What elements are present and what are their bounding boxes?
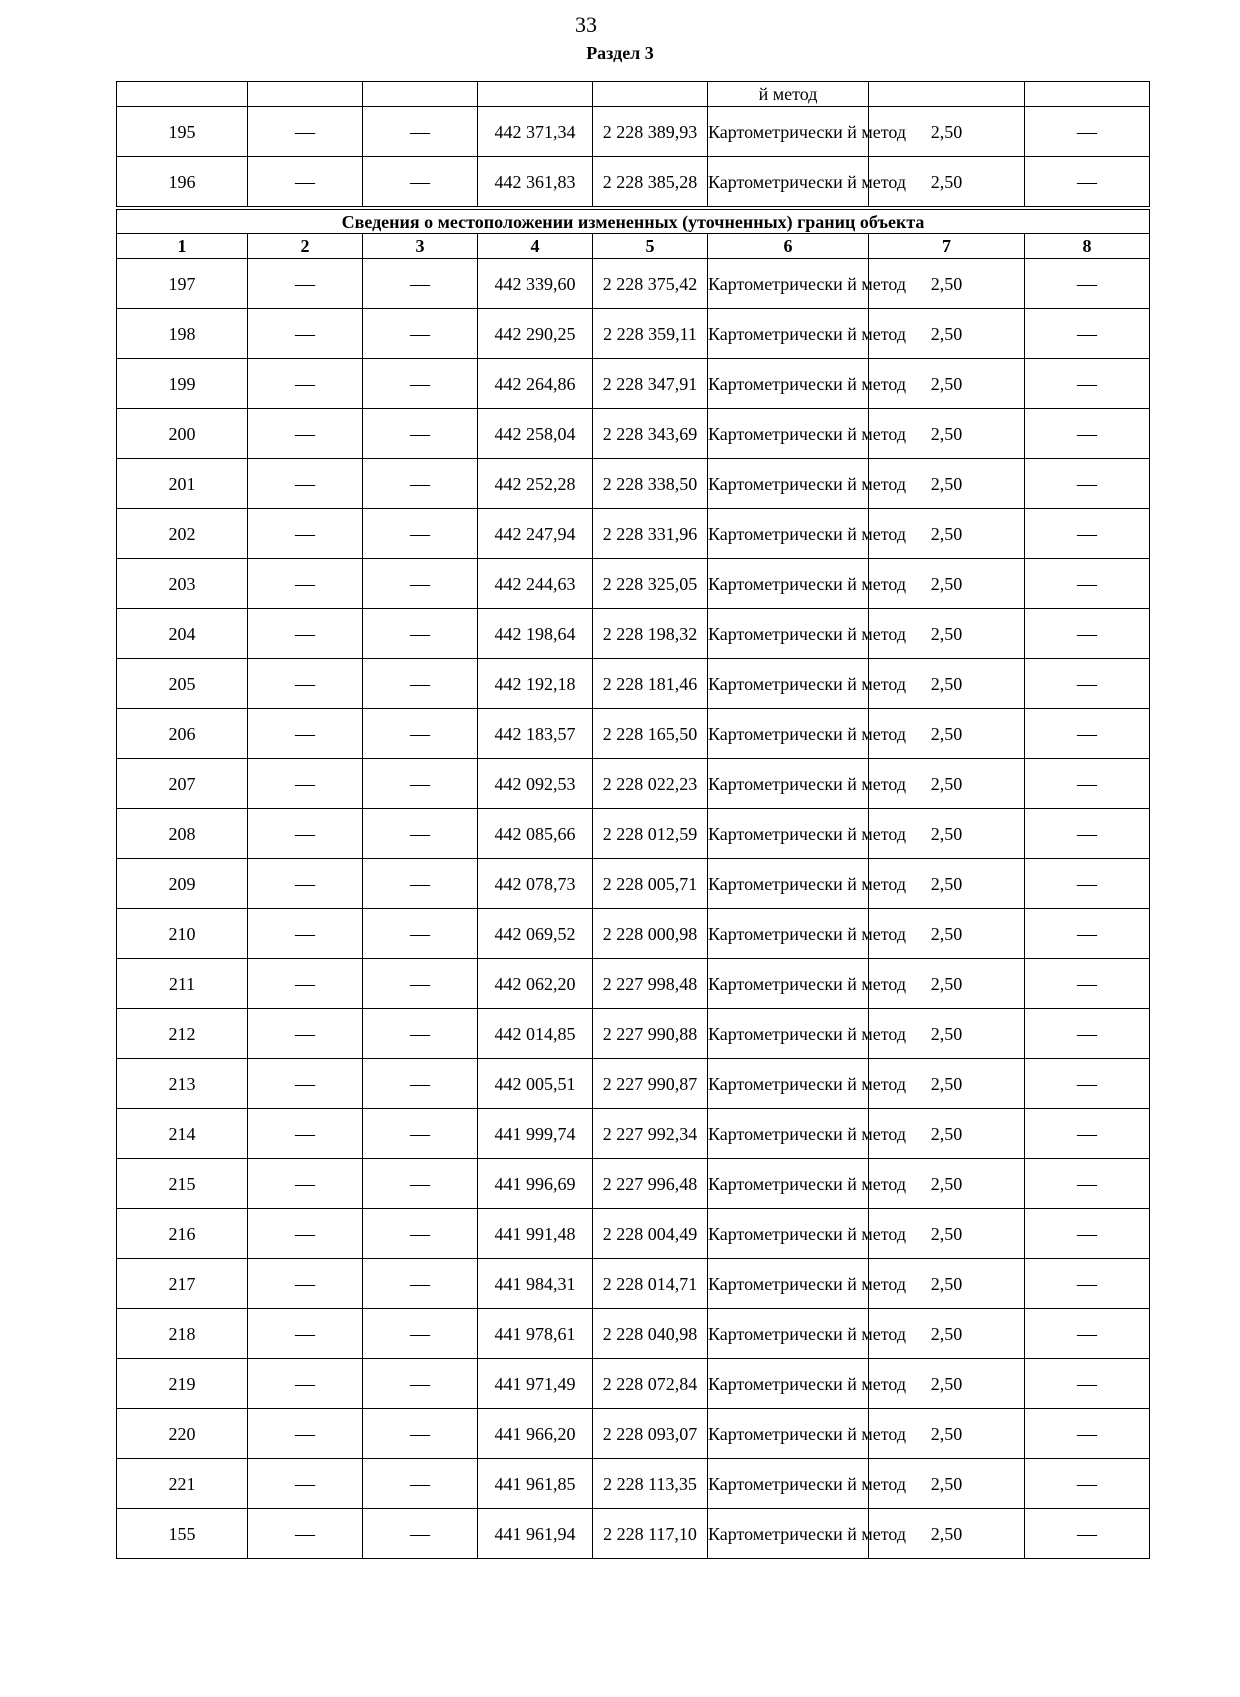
accuracy: 2,50 xyxy=(869,309,1025,359)
table-row xyxy=(117,1109,1150,1159)
accuracy: 2,50 xyxy=(869,1209,1025,1259)
cell-col2: — xyxy=(248,659,363,709)
cell-col8: — xyxy=(1025,459,1150,509)
column-number: 2 xyxy=(248,234,363,259)
method: Картометрически й метод xyxy=(708,107,869,157)
cell-col8: — xyxy=(1025,359,1150,409)
accuracy: 2,50 xyxy=(869,1309,1025,1359)
y-coordinate: 2 228 004,49 xyxy=(593,1209,708,1259)
cell-col2: — xyxy=(248,1459,363,1509)
method: Картометрически й метод xyxy=(708,959,869,1009)
page-number: 33 xyxy=(575,12,597,37)
cell-col2: — xyxy=(248,359,363,409)
x-coordinate: 442 198,64 xyxy=(478,609,593,659)
cell-col3: — xyxy=(363,1159,478,1209)
accuracy: 2,50 xyxy=(869,1509,1025,1559)
method: Картометрически й метод xyxy=(708,1209,869,1259)
cell-col3: — xyxy=(363,559,478,609)
y-coordinate: 2 228 014,71 xyxy=(593,1259,708,1309)
x-coordinate: 442 244,63 xyxy=(478,559,593,609)
point-number: 210 xyxy=(117,909,248,959)
table-row xyxy=(117,1509,1150,1559)
table-row xyxy=(117,709,1150,759)
method: Картометрически й метод xyxy=(708,759,869,809)
method: Картометрически й метод xyxy=(708,1009,869,1059)
accuracy: 2,50 xyxy=(869,1459,1025,1509)
point-number: 212 xyxy=(117,1009,248,1059)
section-title: Раздел 3 xyxy=(586,43,654,63)
point-number: 216 xyxy=(117,1209,248,1259)
cell-col8: — xyxy=(1025,559,1150,609)
point-number: 219 xyxy=(117,1359,248,1409)
cell-col3: — xyxy=(363,659,478,709)
cell-col2: — xyxy=(248,1409,363,1459)
accuracy: 2,50 xyxy=(869,359,1025,409)
y-coordinate: 2 228 022,23 xyxy=(593,759,708,809)
cell-col8: — xyxy=(1025,609,1150,659)
cell-col8: — xyxy=(1025,509,1150,559)
table-row xyxy=(117,1259,1150,1309)
cell-col8: — xyxy=(1025,1359,1150,1409)
method: Картометрически й метод xyxy=(708,359,869,409)
x-coordinate: 442 371,34 xyxy=(478,107,593,157)
method: Картометрически й метод xyxy=(708,609,869,659)
cell-col8: — xyxy=(1025,659,1150,709)
table-body xyxy=(117,82,1150,1559)
cell-col2: — xyxy=(248,759,363,809)
cell-col2: — xyxy=(248,509,363,559)
cell-col8: — xyxy=(1025,309,1150,359)
cell-col3: — xyxy=(363,709,478,759)
method: Картометрически й метод xyxy=(708,859,869,909)
point-number: 211 xyxy=(117,959,248,1009)
point-number: 214 xyxy=(117,1109,248,1159)
cell-col8: — xyxy=(1025,1159,1150,1209)
cell-col2: — xyxy=(248,157,363,209)
cell-col8: — xyxy=(1025,157,1150,209)
x-coordinate: 441 978,61 xyxy=(478,1309,593,1359)
cell-col8: — xyxy=(1025,859,1150,909)
table-row xyxy=(117,157,1150,209)
cell xyxy=(1025,82,1150,107)
point-number: 199 xyxy=(117,359,248,409)
x-coordinate: 441 984,31 xyxy=(478,1259,593,1309)
cell-col2: — xyxy=(248,859,363,909)
accuracy: 2,50 xyxy=(869,559,1025,609)
method: Картометрически й метод xyxy=(708,1109,869,1159)
cell-col8: — xyxy=(1025,909,1150,959)
x-coordinate: 442 252,28 xyxy=(478,459,593,509)
method: Картометрически й метод xyxy=(708,909,869,959)
cell-col8: — xyxy=(1025,1059,1150,1109)
method: Картометрически й метод xyxy=(708,409,869,459)
section-header: Сведения о местоположении измененных (уточненных) границ объекта xyxy=(117,208,1150,234)
method: Картометрически й метод xyxy=(708,1459,869,1509)
cell-col2: — xyxy=(248,309,363,359)
cell-col2: — xyxy=(248,1159,363,1209)
point-number: 206 xyxy=(117,709,248,759)
column-number: 6 xyxy=(708,234,869,259)
y-coordinate: 2 228 198,32 xyxy=(593,609,708,659)
point-number: 202 xyxy=(117,509,248,559)
point-number: 205 xyxy=(117,659,248,709)
method: Картометрически й метод xyxy=(708,1509,869,1559)
table-row xyxy=(117,759,1150,809)
cell-col8: — xyxy=(1025,1459,1150,1509)
point-number: 195 xyxy=(117,107,248,157)
x-coordinate: 442 092,53 xyxy=(478,759,593,809)
cell-col3: — xyxy=(363,609,478,659)
cell-col2: — xyxy=(248,609,363,659)
cell-col2: — xyxy=(248,959,363,1009)
cell-col3: — xyxy=(363,809,478,859)
cell-col3: — xyxy=(363,1359,478,1409)
point-number: 196 xyxy=(117,157,248,209)
accuracy: 2,50 xyxy=(869,1259,1025,1309)
cell-col3: — xyxy=(363,1509,478,1559)
cell-col3: — xyxy=(363,1059,478,1109)
cell-col3: — xyxy=(363,959,478,1009)
cell xyxy=(248,82,363,107)
y-coordinate: 2 228 347,91 xyxy=(593,359,708,409)
cell-col3: — xyxy=(363,509,478,559)
table-row xyxy=(117,107,1150,157)
x-coordinate: 441 966,20 xyxy=(478,1409,593,1459)
y-coordinate: 2 228 117,10 xyxy=(593,1509,708,1559)
cell xyxy=(363,82,478,107)
cell-col2: — xyxy=(248,1259,363,1309)
point-number: 215 xyxy=(117,1159,248,1209)
accuracy: 2,50 xyxy=(869,509,1025,559)
accuracy: 2,50 xyxy=(869,609,1025,659)
cell-col3: — xyxy=(363,859,478,909)
x-coordinate: 442 085,66 xyxy=(478,809,593,859)
y-coordinate: 2 228 113,35 xyxy=(593,1459,708,1509)
x-coordinate: 442 258,04 xyxy=(478,409,593,459)
accuracy: 2,50 xyxy=(869,107,1025,157)
table-row xyxy=(117,259,1150,309)
y-coordinate: 2 227 996,48 xyxy=(593,1159,708,1209)
accuracy: 2,50 xyxy=(869,959,1025,1009)
x-coordinate: 442 069,52 xyxy=(478,909,593,959)
table-row xyxy=(117,559,1150,609)
cell xyxy=(869,82,1025,107)
method: Картометрически й метод xyxy=(708,709,869,759)
point-number: 217 xyxy=(117,1259,248,1309)
point-number: 200 xyxy=(117,409,248,459)
cell-col3: — xyxy=(363,1409,478,1459)
method: Картометрически й метод xyxy=(708,309,869,359)
cell-col8: — xyxy=(1025,409,1150,459)
accuracy: 2,50 xyxy=(869,1159,1025,1209)
y-coordinate: 2 228 165,50 xyxy=(593,709,708,759)
accuracy: 2,50 xyxy=(869,859,1025,909)
column-number: 4 xyxy=(478,234,593,259)
method: Картометрически й метод xyxy=(708,1309,869,1359)
cell xyxy=(593,82,708,107)
cell-col3: — xyxy=(363,1009,478,1059)
accuracy: 2,50 xyxy=(869,1359,1025,1409)
accuracy: 2,50 xyxy=(869,1109,1025,1159)
accuracy: 2,50 xyxy=(869,157,1025,209)
column-number: 8 xyxy=(1025,234,1150,259)
x-coordinate: 442 361,83 xyxy=(478,157,593,209)
table-row xyxy=(117,1309,1150,1359)
method: Картометрически й метод xyxy=(708,1059,869,1109)
point-number: 203 xyxy=(117,559,248,609)
accuracy: 2,50 xyxy=(869,1059,1025,1109)
cell-col3: — xyxy=(363,409,478,459)
accuracy: 2,50 xyxy=(869,1409,1025,1459)
x-coordinate: 442 005,51 xyxy=(478,1059,593,1109)
method: Картометрически й метод xyxy=(708,1159,869,1209)
column-numbers-row xyxy=(117,234,1150,259)
cell-col3: — xyxy=(363,1109,478,1159)
table-row xyxy=(117,1459,1150,1509)
x-coordinate: 441 996,69 xyxy=(478,1159,593,1209)
accuracy: 2,50 xyxy=(869,459,1025,509)
cell-col3: — xyxy=(363,107,478,157)
cell-col3: — xyxy=(363,157,478,209)
method: Картометрически й метод xyxy=(708,259,869,309)
accuracy: 2,50 xyxy=(869,709,1025,759)
point-number: 207 xyxy=(117,759,248,809)
cell-col8: — xyxy=(1025,959,1150,1009)
table-row xyxy=(117,1209,1150,1259)
x-coordinate: 441 971,49 xyxy=(478,1359,593,1409)
cell-col8: — xyxy=(1025,809,1150,859)
accuracy: 2,50 xyxy=(869,759,1025,809)
y-coordinate: 2 228 072,84 xyxy=(593,1359,708,1409)
table-row xyxy=(117,609,1150,659)
x-coordinate: 442 290,25 xyxy=(478,309,593,359)
section-header-row xyxy=(117,208,1150,234)
cell-col8: — xyxy=(1025,1109,1150,1159)
method: Картометрически й метод xyxy=(708,157,869,209)
cell-col2: — xyxy=(248,1309,363,1359)
point-number: 201 xyxy=(117,459,248,509)
cell-col3: — xyxy=(363,1209,478,1259)
cell-col8: — xyxy=(1025,107,1150,157)
y-coordinate: 2 228 331,96 xyxy=(593,509,708,559)
table-row xyxy=(117,509,1150,559)
x-coordinate: 442 078,73 xyxy=(478,859,593,909)
point-number: 155 xyxy=(117,1509,248,1559)
cell-col8: — xyxy=(1025,1509,1150,1559)
y-coordinate: 2 228 040,98 xyxy=(593,1309,708,1359)
x-coordinate: 442 014,85 xyxy=(478,1009,593,1059)
cell-col8: — xyxy=(1025,709,1150,759)
table-row xyxy=(117,309,1150,359)
cell xyxy=(478,82,593,107)
x-coordinate: 442 339,60 xyxy=(478,259,593,309)
cell-col8: — xyxy=(1025,1259,1150,1309)
cell-col3: — xyxy=(363,309,478,359)
cell-col8: — xyxy=(1025,759,1150,809)
cell-col8: — xyxy=(1025,1409,1150,1459)
coordinates-table xyxy=(116,81,1150,1559)
table-row xyxy=(117,409,1150,459)
accuracy: 2,50 xyxy=(869,659,1025,709)
cell-col2: — xyxy=(248,559,363,609)
x-coordinate: 441 961,94 xyxy=(478,1509,593,1559)
y-coordinate: 2 228 359,11 xyxy=(593,309,708,359)
point-number: 221 xyxy=(117,1459,248,1509)
cell-col3: — xyxy=(363,359,478,409)
cell-col3: — xyxy=(363,1309,478,1359)
cell-col8: — xyxy=(1025,1209,1150,1259)
cell-col2: — xyxy=(248,1109,363,1159)
y-coordinate: 2 228 325,05 xyxy=(593,559,708,609)
point-number: 198 xyxy=(117,309,248,359)
cell-col2: — xyxy=(248,1209,363,1259)
cell-col2: — xyxy=(248,1059,363,1109)
cell-col2: — xyxy=(248,107,363,157)
cell-col2: — xyxy=(248,1009,363,1059)
point-number: 197 xyxy=(117,259,248,309)
continuation-row xyxy=(117,82,1150,107)
x-coordinate: 441 961,85 xyxy=(478,1459,593,1509)
cell-col3: — xyxy=(363,259,478,309)
point-number: 220 xyxy=(117,1409,248,1459)
method: Картометрически й метод xyxy=(708,459,869,509)
column-number: 7 xyxy=(869,234,1025,259)
point-number: 218 xyxy=(117,1309,248,1359)
table-row xyxy=(117,909,1150,959)
table-row xyxy=(117,359,1150,409)
method: Картометрически й метод xyxy=(708,809,869,859)
cell-col2: — xyxy=(248,709,363,759)
y-coordinate: 2 227 990,88 xyxy=(593,1009,708,1059)
cell-col2: — xyxy=(248,909,363,959)
cell-col8: — xyxy=(1025,1309,1150,1359)
y-coordinate: 2 227 992,34 xyxy=(593,1109,708,1159)
cell-col2: — xyxy=(248,459,363,509)
accuracy: 2,50 xyxy=(869,1009,1025,1059)
x-coordinate: 441 999,74 xyxy=(478,1109,593,1159)
table-row xyxy=(117,1059,1150,1109)
table-row xyxy=(117,1009,1150,1059)
accuracy: 2,50 xyxy=(869,809,1025,859)
cell-col2: — xyxy=(248,259,363,309)
y-coordinate: 2 228 385,28 xyxy=(593,157,708,209)
point-number: 213 xyxy=(117,1059,248,1109)
cell-col8: — xyxy=(1025,259,1150,309)
y-coordinate: 2 227 998,48 xyxy=(593,959,708,1009)
accuracy: 2,50 xyxy=(869,909,1025,959)
cell-col2: — xyxy=(248,409,363,459)
cell-col3: — xyxy=(363,759,478,809)
y-coordinate: 2 228 181,46 xyxy=(593,659,708,709)
table-row xyxy=(117,959,1150,1009)
method: Картометрически й метод xyxy=(708,1259,869,1309)
y-coordinate: 2 228 000,98 xyxy=(593,909,708,959)
y-coordinate: 2 227 990,87 xyxy=(593,1059,708,1109)
y-coordinate: 2 228 093,07 xyxy=(593,1409,708,1459)
cell-col2: — xyxy=(248,809,363,859)
column-number: 3 xyxy=(363,234,478,259)
method: Картометрически й метод xyxy=(708,1409,869,1459)
x-coordinate: 442 192,18 xyxy=(478,659,593,709)
cell-col2: — xyxy=(248,1359,363,1409)
column-number: 1 xyxy=(117,234,248,259)
method: Картометрически й метод xyxy=(708,559,869,609)
x-coordinate: 442 062,20 xyxy=(478,959,593,1009)
column-number: 5 xyxy=(593,234,708,259)
y-coordinate: 2 228 005,71 xyxy=(593,859,708,909)
cell-col3: — xyxy=(363,1259,478,1309)
y-coordinate: 2 228 375,42 xyxy=(593,259,708,309)
table-row xyxy=(117,659,1150,709)
x-coordinate: 442 247,94 xyxy=(478,509,593,559)
cell-col8: — xyxy=(1025,1009,1150,1059)
cell: й метод xyxy=(708,82,869,107)
table-row xyxy=(117,459,1150,509)
table-row xyxy=(117,1159,1150,1209)
method: Картометрически й метод xyxy=(708,659,869,709)
accuracy: 2,50 xyxy=(869,409,1025,459)
x-coordinate: 442 264,86 xyxy=(478,359,593,409)
cell-col3: — xyxy=(363,1459,478,1509)
method: Картометрически й метод xyxy=(708,509,869,559)
accuracy: 2,50 xyxy=(869,259,1025,309)
table-row xyxy=(117,1409,1150,1459)
cell-col2: — xyxy=(248,1509,363,1559)
point-number: 209 xyxy=(117,859,248,909)
point-number: 204 xyxy=(117,609,248,659)
cell xyxy=(117,82,248,107)
table-row xyxy=(117,809,1150,859)
method: Картометрически й метод xyxy=(708,1359,869,1409)
x-coordinate: 442 183,57 xyxy=(478,709,593,759)
cell-col3: — xyxy=(363,909,478,959)
y-coordinate: 2 228 389,93 xyxy=(593,107,708,157)
y-coordinate: 2 228 012,59 xyxy=(593,809,708,859)
point-number: 208 xyxy=(117,809,248,859)
cell-col3: — xyxy=(363,459,478,509)
table-row xyxy=(117,859,1150,909)
y-coordinate: 2 228 338,50 xyxy=(593,459,708,509)
x-coordinate: 441 991,48 xyxy=(478,1209,593,1259)
table-row xyxy=(117,1359,1150,1409)
y-coordinate: 2 228 343,69 xyxy=(593,409,708,459)
